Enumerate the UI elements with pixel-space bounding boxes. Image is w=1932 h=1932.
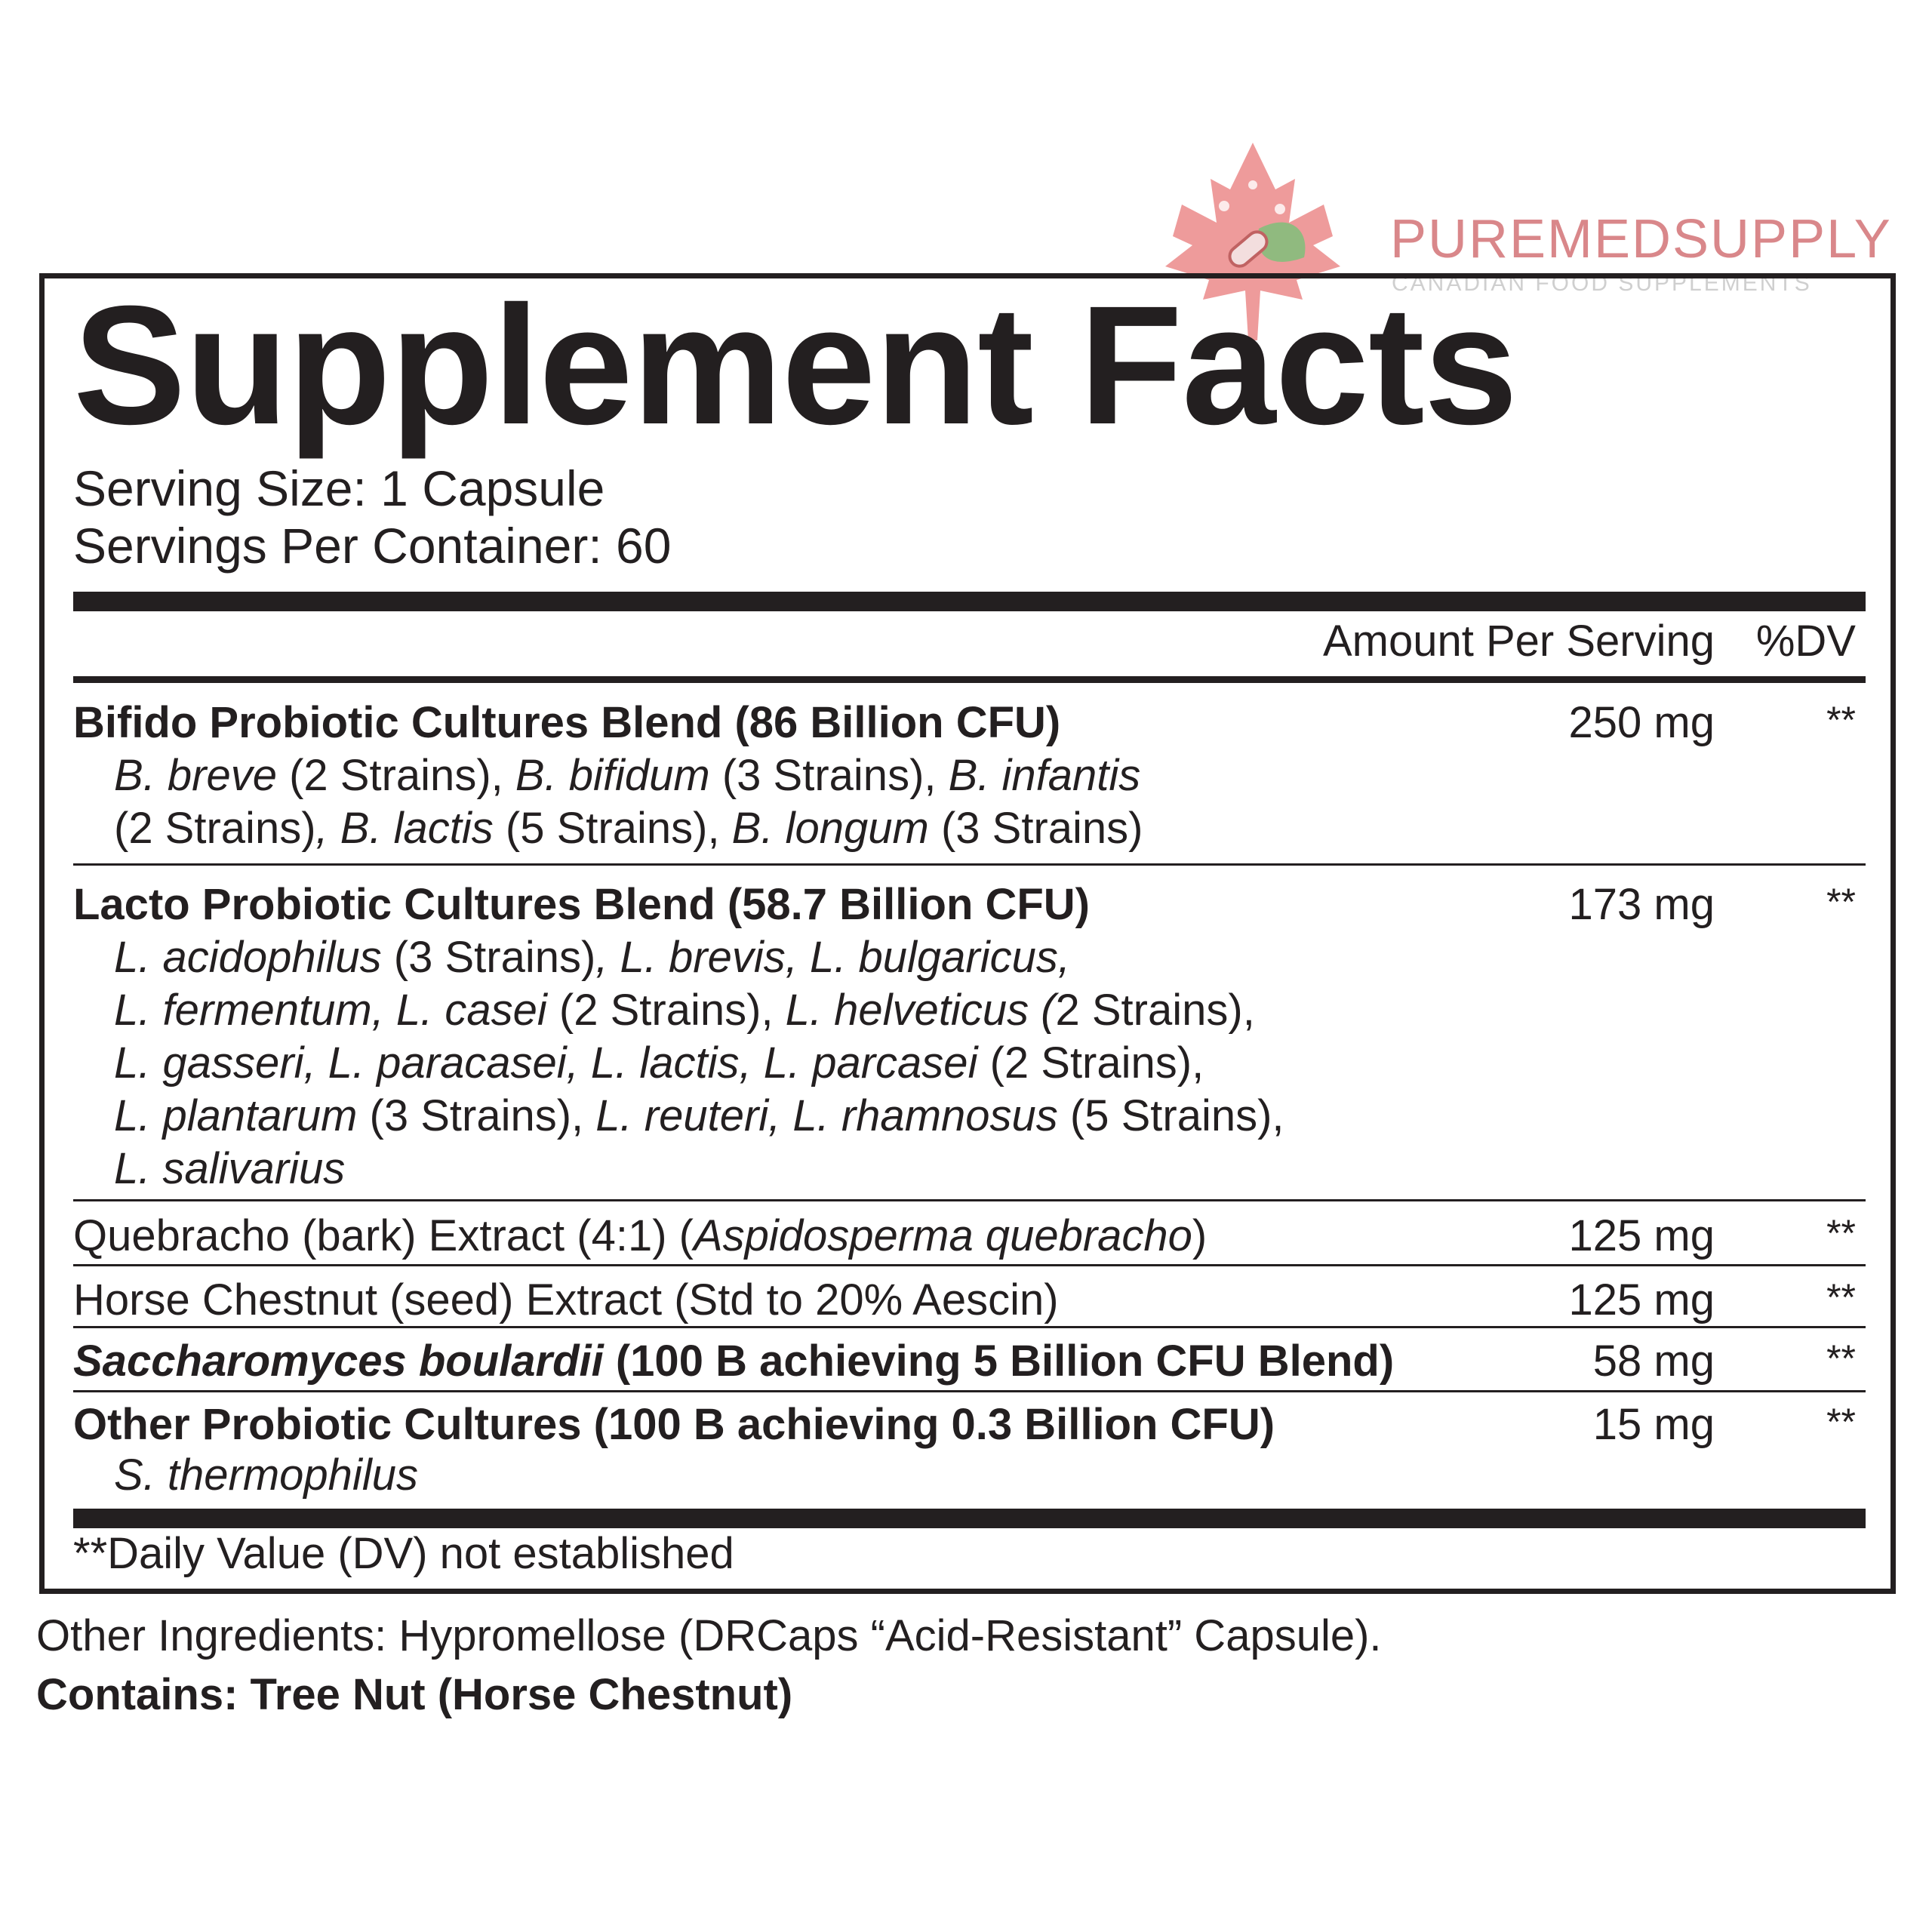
text-run: L. reuteri, L. rhamnosus	[595, 1091, 1058, 1140]
dv-footnote: **Daily Value (DV) not established	[73, 1529, 734, 1578]
other-ingredients: Other Ingredients: Hypromellose (DRCaps “Acid-Resistant” Capsule).	[36, 1611, 1382, 1660]
allergen-statement: Contains: Tree Nut (Horse Chestnut)	[36, 1670, 793, 1719]
thick-divider	[73, 592, 1866, 611]
text-run: B. longum	[731, 804, 929, 853]
text-run: 2 Strains),	[1055, 986, 1255, 1035]
row-divider	[73, 1264, 1866, 1266]
text-run: (2 Strains),	[277, 751, 515, 800]
ingredient-dv: **	[1826, 1401, 1856, 1443]
ingredient-detail	[73, 1451, 1866, 1500]
text-run: (5 Strains),	[493, 804, 732, 853]
brand-name: PUREMEDSUPPLY	[1390, 209, 1892, 269]
ingredient-amount: 250 mg	[1568, 698, 1715, 747]
text-run: L. fermentum, L. casei	[114, 986, 547, 1035]
text-run: L. salivarius	[114, 1144, 346, 1193]
text-run: L. helveticus (	[785, 986, 1056, 1035]
text-run: , L. brevis, L. bulgaricus,	[595, 933, 1070, 982]
serving-size: Serving Size: 1 Capsule	[73, 460, 605, 516]
text-run: S. thermophilus	[114, 1451, 418, 1500]
dv-header: %DV	[1755, 617, 1856, 666]
detail-line	[114, 749, 1866, 802]
text-run: B. infantis	[948, 751, 1141, 800]
brand-tagline: CANADIAN FOOD SUPPLEMENTS	[1392, 271, 1812, 296]
text-run: B. bifidum	[515, 751, 710, 800]
ingredient-row	[73, 697, 1866, 855]
text-run: L. plantarum	[114, 1091, 358, 1140]
ingredient-amount: 15 mg	[1592, 1400, 1715, 1449]
detail-line	[114, 1037, 1866, 1090]
text-run: L. gasseri, L. paracasei, L. lactis, L. parcasei	[114, 1038, 978, 1088]
thick-divider	[73, 1509, 1866, 1528]
text-run: (5 Strains),	[1057, 1091, 1284, 1140]
ingredient-dv: **	[1826, 1276, 1856, 1318]
text-run: Horse Chestnut (seed) Extract (Std to 20% Aescin)	[73, 1275, 1059, 1324]
text-run: B. breve	[114, 751, 277, 800]
amount-per-serving-header: Amount Per Serving	[1322, 617, 1715, 666]
ingredient-dv: **	[1826, 699, 1856, 741]
text-run: (100 B achieving 5 Billion CFU Blend)	[603, 1337, 1395, 1386]
ingredient-name: Bifido Probiotic Cultures Blend (86 Billion CFU)	[73, 698, 1061, 747]
ingredient-dv: **	[1826, 881, 1856, 923]
text-run: (3 Strains)	[381, 933, 596, 982]
supplement-facts-panel	[39, 273, 1896, 1594]
ingredient-row	[73, 1335, 1866, 1388]
text-run: L. acidophilus	[114, 933, 382, 982]
detail-line	[114, 802, 1866, 855]
ingredient-amount: 125 mg	[1568, 1275, 1715, 1324]
ingredient-detail	[73, 749, 1866, 855]
ingredient-detail	[73, 931, 1866, 1195]
text-run: (2 Strains),	[546, 986, 786, 1035]
text-run: (2 Strains),	[977, 1038, 1204, 1088]
detail-line	[114, 984, 1866, 1037]
ingredient-name: Lacto Probiotic Cultures Blend (58.7 Billion CFU)	[73, 880, 1090, 929]
text-run: Quebracho (bark) Extract (4:1) (	[73, 1211, 694, 1260]
ingredient-row	[73, 1210, 1866, 1263]
ingredient-row	[73, 1398, 1866, 1500]
row-divider	[73, 1326, 1866, 1328]
text-run: (3 Strains)	[928, 804, 1143, 853]
row-divider	[73, 863, 1866, 866]
ingredient-dv: **	[1826, 1212, 1856, 1254]
text-run: Aspidosperma quebracho	[693, 1211, 1192, 1260]
row-divider	[73, 1390, 1866, 1392]
detail-line	[114, 931, 1866, 984]
ingredient-dv: **	[1826, 1337, 1856, 1380]
servings-per-container: Servings Per Container: 60	[73, 518, 672, 574]
ingredient-amount: 58 mg	[1592, 1337, 1715, 1386]
ingredient-amount: 125 mg	[1568, 1211, 1715, 1260]
ingredient-amount: 173 mg	[1568, 880, 1715, 929]
ingredient-name: Other Probiotic Cultures (100 B achieving 0.3 Billion CFU)	[73, 1400, 1275, 1449]
text-run: (3 Strains),	[709, 751, 949, 800]
text-run: (3 Strains),	[357, 1091, 596, 1140]
text-run: )	[1192, 1211, 1208, 1260]
serving-info	[73, 460, 671, 574]
ingredient-row	[73, 1274, 1866, 1327]
text-run: (2 Strains)	[114, 804, 316, 853]
detail-line	[114, 1143, 1866, 1195]
ingredient-row	[73, 878, 1866, 1195]
detail-line	[114, 1090, 1866, 1143]
detail-line	[114, 1451, 1866, 1500]
text-run: Saccharomyces boulardii	[73, 1337, 604, 1386]
header-divider	[73, 676, 1866, 683]
text-run: , B. lactis	[315, 804, 494, 853]
row-divider	[73, 1199, 1866, 1201]
panel-title: Supplement Facts	[73, 271, 1518, 460]
